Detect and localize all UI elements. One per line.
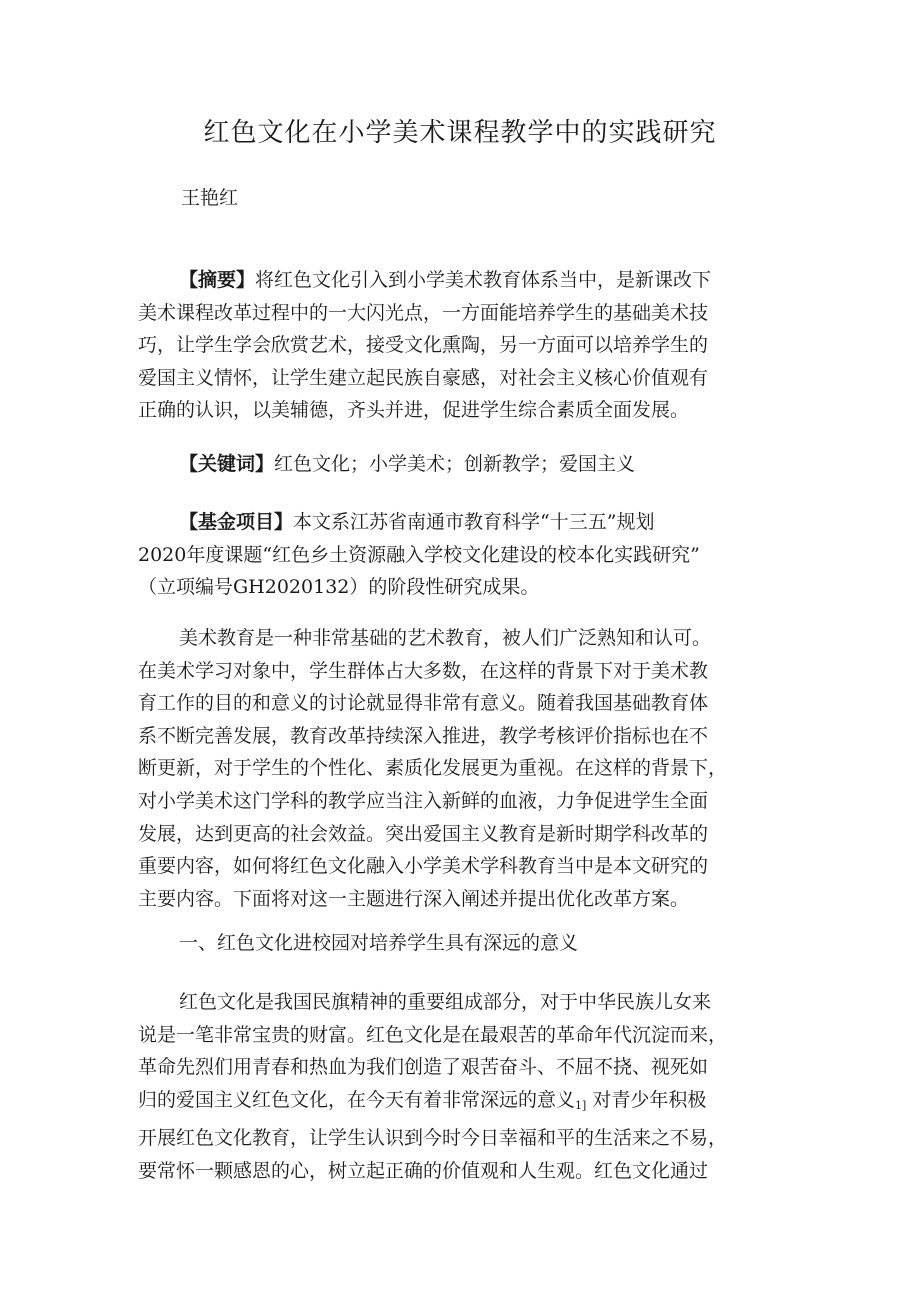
intro-line: 发展，达到更高的社会效益。突出爱国主义教育是新时期学科改革的 bbox=[138, 822, 709, 845]
intro-paragraph bbox=[138, 622, 796, 915]
fund-paragraph bbox=[138, 506, 796, 604]
keywords-label: 【关键词】 bbox=[179, 453, 275, 475]
abstract-line bbox=[138, 264, 796, 297]
abstract-line: 巧，让学生学会欣赏艺术，接受文化熏陶，另一方面可以培养学生的 bbox=[138, 334, 709, 357]
section-line bbox=[138, 1084, 796, 1123]
section-line: 说是一笔非常宝贵的财富。红色文化是在最艰苦的革命年代沉淀而来， bbox=[138, 1023, 728, 1046]
fund-label: 【基金项目】 bbox=[179, 511, 294, 533]
intro-line: 在美术学习对象中，学生群体占大多数，在这样的背景下对于美术教 bbox=[138, 659, 709, 682]
section-heading bbox=[138, 927, 796, 960]
keywords-line bbox=[138, 448, 796, 481]
intro-line: 重要内容，如何将红色文化融入小学美术学科教育当中是本文研究的 bbox=[138, 855, 709, 878]
abstract-line: 爱国主义情怀，让学生建立起民族自豪感，对社会主义核心价值观有 bbox=[138, 366, 709, 389]
abstract-text: 将红色文化引入到小学美术教育体系当中，是新课改下 bbox=[255, 269, 712, 291]
fund-line bbox=[138, 506, 796, 539]
abstract-label: 【摘要】 bbox=[179, 269, 256, 291]
abstract-paragraph bbox=[138, 264, 796, 427]
section-line-text: 对青少年积极 bbox=[592, 1088, 707, 1111]
keywords-paragraph bbox=[138, 448, 796, 481]
citation-marker: 1] bbox=[575, 1098, 587, 1112]
author-name: 王艳红 bbox=[181, 187, 239, 209]
fund-line: 2020年度课题“红色乡土资源融入学校文化建设的校本化实践研究” bbox=[138, 543, 700, 566]
intro-line: 主要内容。下面将对这一主题进行深入阐述并提出优化改革方案。 bbox=[138, 887, 690, 910]
section-line: 革命先烈们用青春和热血为我们创造了艰苦奋斗、不屈不挠、视死如 bbox=[138, 1056, 709, 1079]
fund-line: （立项编号GH2020132）的阶段性研究成果。 bbox=[138, 576, 540, 599]
intro-line: 断更新，对于学生的个性化、素质化发展更为重视。在这样的背景下， bbox=[138, 757, 728, 780]
section-1-heading: 一、红色文化进校园对培养学生具有深远的意义 bbox=[179, 932, 579, 954]
section-line: 红色文化是我国民旗精神的重要组成部分，对于中华民族儿女来 bbox=[179, 991, 712, 1013]
intro-line: 育工作的目的和意义的讨论就显得非常有意义。随着我国基础教育体 bbox=[138, 692, 709, 715]
section-line: 开展红色文化教育，让学生认识到今时今日幸福和平的生活来之不易， bbox=[138, 1127, 728, 1150]
fund-text: 本文系江苏省南通市教育科学“十三五”规划 bbox=[293, 511, 655, 533]
intro-line: 对小学美术这门学科的教学应当注入新鲜的血液，力争促进学生全面 bbox=[138, 789, 709, 812]
keywords-text: 红色文化；小学美术；创新教学；爱国主义 bbox=[274, 453, 636, 475]
section-line: 要常怀一颗感恩的心，树立起正确的价值观和人生观。红色文化通过 bbox=[138, 1159, 709, 1182]
abstract-line: 正确的认识，以美辅德，齐头并进，促进学生综合素质全面发展。 bbox=[138, 399, 690, 422]
page-title: 红色文化在小学美术课程教学中的实践研究 bbox=[203, 118, 717, 148]
abstract-line: 美术课程改革过程中的一大闪光点，一方面能培养学生的基础美术技 bbox=[138, 301, 709, 324]
intro-line: 系不断完善发展，教育改革持续深入推进，教学考核评价指标也在不 bbox=[138, 724, 709, 747]
section-line-text: 归的爱国主义红色文化，在今天有着非常深远的意义 bbox=[138, 1088, 576, 1111]
intro-line: 美术教育是一种非常基础的艺术教育，被人们广泛熟知和认可。 bbox=[179, 627, 712, 649]
section-1-paragraph bbox=[138, 986, 796, 1188]
